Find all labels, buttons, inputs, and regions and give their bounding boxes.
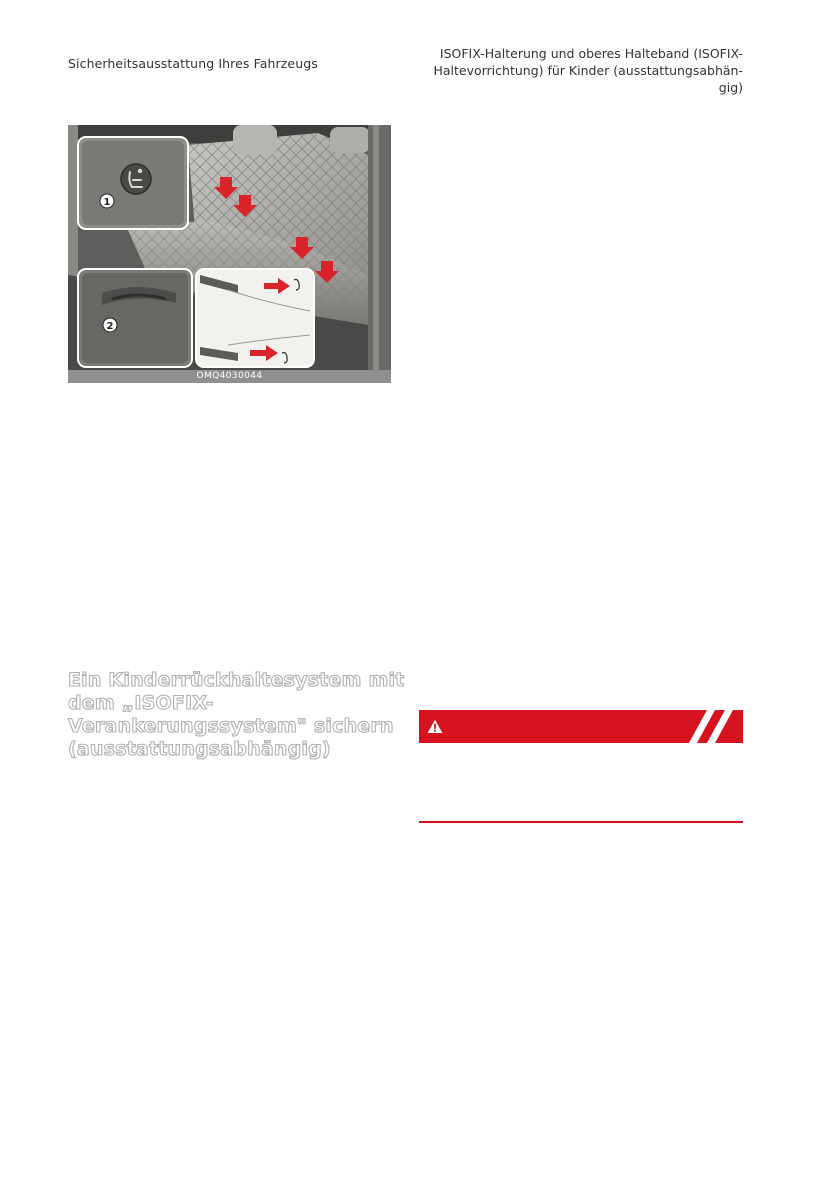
warning-bottom-rule bbox=[419, 821, 743, 823]
isofix-seat-illustration bbox=[68, 125, 391, 370]
running-header-left: Sicherheitsausstattung Ihres Fahrzeugs bbox=[68, 56, 318, 71]
running-header-right bbox=[403, 45, 743, 96]
callout-1-label: 1 bbox=[103, 197, 111, 208]
running-header-right-line-1: ISOFIX-Halterung und oberes Halteband (ISOFIX- bbox=[439, 46, 743, 61]
section-heading-line-4: (ausstattungsabhängig) bbox=[68, 738, 331, 760]
section-heading-line-1: Ein Kinderrückhaltesystem mit bbox=[68, 669, 405, 691]
callout-2-label: 2 bbox=[106, 321, 114, 332]
running-header-right-line-3: gig) bbox=[718, 80, 743, 95]
isofix-figure bbox=[68, 125, 391, 383]
figure-caption: OMQ4030044 bbox=[68, 370, 391, 383]
warning-banner bbox=[419, 710, 743, 743]
running-header-right-line-2: Haltevorrichtung) für Kinder (ausstattungsabhän- bbox=[433, 63, 743, 78]
warning-stripes-decoration bbox=[677, 710, 743, 743]
warning-triangle-icon bbox=[427, 719, 443, 734]
section-heading bbox=[68, 669, 405, 761]
section-heading-line-2: dem „ISOFIX- bbox=[68, 692, 214, 714]
section-heading-line-3: Verankerungssystem" sichern bbox=[68, 715, 394, 737]
